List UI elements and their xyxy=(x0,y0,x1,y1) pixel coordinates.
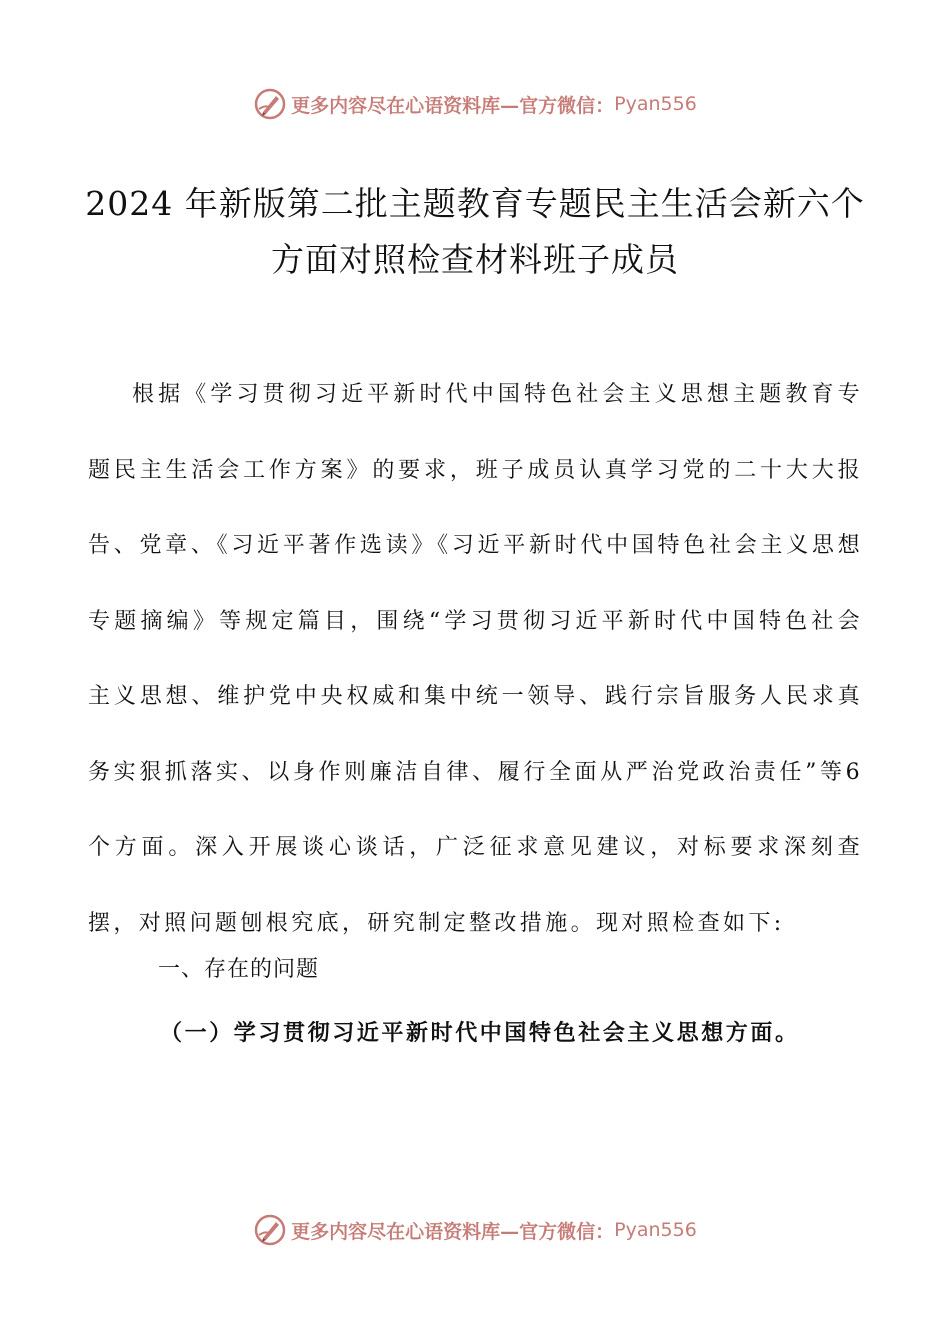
section-heading-problems: 一、存在的问题 xyxy=(158,957,320,982)
header-watermark-banner xyxy=(0,84,950,124)
watermark-contact-id: Pyan556 xyxy=(614,1219,697,1241)
watermark-brand-text: 更多内容尽在心语资料库—官方微信： xyxy=(291,1220,615,1243)
intro-paragraph: 根据《学习贯彻习近平新时代中国特色社会主义思想主题教育专题民主生活会工作方案》的要求，班子成员认真学习党的二十大大报告、党章、《习近平著作选读》《习近平新时代中国特色社会主义思想专题摘编》等规定篇目，围绕“学习贯彻习近平新时代中国特色社会主义思想、维护党中央权威和集中统一领导、践行宗旨服务人民求真务实狠抓落实、以身作则廉洁自律、履行全面从严治党政治责任”等6个方面。深入开展谈心谈话，广泛征求意见建议，对标要求深刻查摆，对照问题刨根究底，研究制定整改措施。现对照检查如下: xyxy=(88,382,863,936)
watermark-brand-text: 更多内容尽在心语资料库—官方微信： xyxy=(291,94,615,117)
subsection-heading-study: （一）学习贯彻习近平新时代中国特色社会主义思想方面。 xyxy=(160,1020,800,1046)
footer-watermark-banner xyxy=(0,1210,950,1250)
document-title: 2024 年新版第二批主题教育专题民主生活会新六个方面对照检查材料班子成员 xyxy=(85,184,865,279)
watermark-contact-id: Pyan556 xyxy=(614,93,697,115)
pen-in-circle-logo-icon xyxy=(253,87,287,121)
pen-in-circle-logo-icon xyxy=(253,1213,287,1247)
